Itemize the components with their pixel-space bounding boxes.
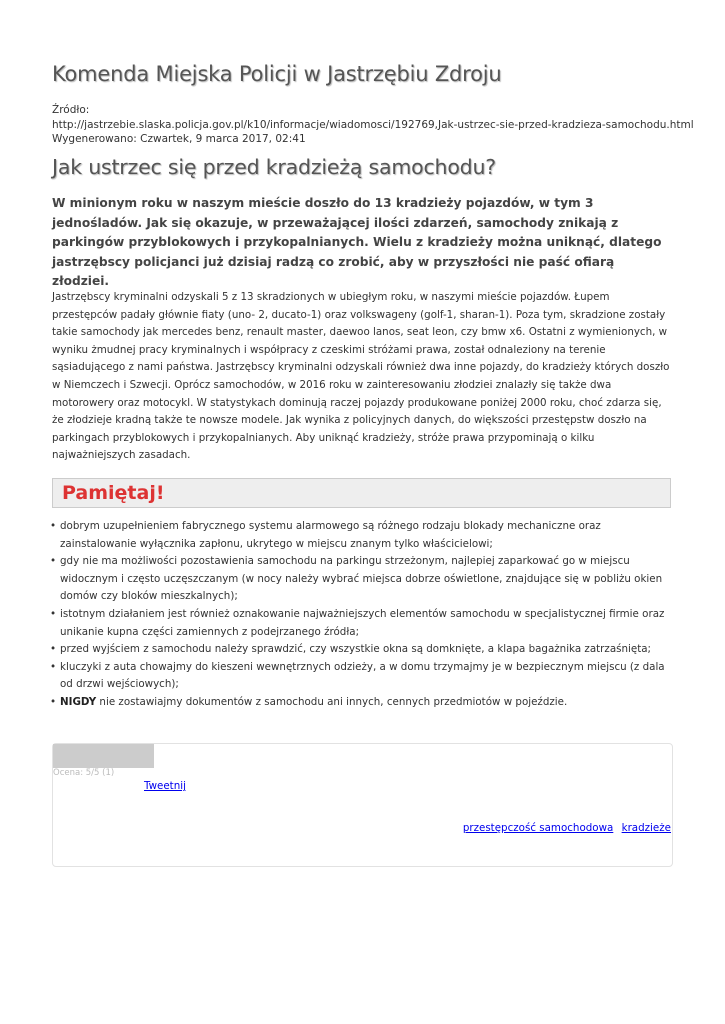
- tags: [458, 822, 671, 834]
- source-label: Źródło:: [52, 104, 90, 116]
- emphasis-never: NIGDY: [60, 695, 97, 708]
- list-item: • dobrym uzupełnieniem fabrycznego systemu alarmowego są różnego rodzaju blokady mechaniczne oraz zainstalowanie wyłącznika zapłonu, ukrytego w miejscu znanym tylko właścicielowi;: [52, 518, 674, 553]
- list-item: • gdy nie ma możliwości pozostawienia samochodu na parkingu strzeżonym, najlepiej zaparkować go w miejscu widocznym i często uczęszczanym (w nocy należy wybrać miejsca dobrze oświetlone, znajdujące się w pobliżu okien domów czy bloków mieszkalnych);: [52, 553, 674, 606]
- list-item-text: nie zostawiajmy dokumentów z samochodu ani innych, cennych przedmiotów w pojeździe.: [96, 695, 568, 708]
- list-item: • przed wyjściem z samochodu należy sprawdzić, czy wszystkie okna są domknięte, a klapa bagażnika zatrzaśnięta;: [52, 641, 674, 659]
- article-lead: W minionym roku w naszym mieście doszło do 13 kradzieży pojazdów, w tym 3 jednośladów. Jak się okazuje, w przeważającej ilości zdarzeń, samochody znikają z parkingów przyblokowych i przykopalnianych. Wielu z kradzieży można uniknąć, dlatego jastrzębscy policjanci już dzisiaj radzą co zrobić, aby w przyszłości nie paść ofiarą złodziei.: [52, 196, 662, 288]
- tag-link[interactable]: przestępczość samochodowa: [462, 822, 614, 834]
- list-item: • istotnym działaniem jest również oznakowanie najważniejszych elementów samochodu w specjalistycznej firmie oraz unikanie kupna części zamiennych z podejrzanego źródła;: [52, 606, 674, 641]
- article-body: Jastrzębscy kryminalni odzyskali 5 z 13 skradzionych w ubiegłym roku, w naszymi mieście pojazdów. Łupem przestępców padały głównie fiaty (uno- 2, ducato-1) oraz volkswageny (golf-1, sharan-1). Poza tym, skradzione zostały takie samochody jak mercedes benz, renault master, daewoo lanos, seat leon, czy bmw x6. Ostatni z wymienionych, w wyniku żmudnej pracy kryminalnych i współpracy z czeskimi stróżami prawa, został odnaleziony na terenie sąsiadującego z nami państwa. Jastrzębscy kryminalni odzyskali również dwa inne pojazdy, do kradzieży których doszło w Niemczech i Szwecji. Oprócz samochodów, w 2016 roku w zainteresowaniu złodziei znalazły się także dwa motorowery oraz motocykl. W statystykach dominują raczej pojazdy produkowane poniżej 2000 roku, choć zdarza się, że złodzieje kradną także te nowsze modele. Jak wynika z policyjnych danych, do większości przestępstw doszło na parkingach przyblokowych i przykopalnianych. Aby uniknąć kradzieży, stróże prawa przypominają o kilku najważniejszych zasadach.: [52, 291, 670, 462]
- rating-text: Ocena: 5/5 (1): [53, 768, 115, 778]
- source-url: http://jastrzebie.slaska.policja.gov.pl/k10/informacje/wiadomosci/192769,Jak-ustrzec-sie-przed-kradzieza-samochodu.html: [52, 118, 694, 131]
- generated-timestamp: Wygenerowano: Czwartek, 9 marca 2017, 02:41: [52, 133, 306, 145]
- remember-title: Pamiętaj!: [62, 482, 165, 504]
- tag-link[interactable]: kradzieże: [621, 822, 671, 834]
- list-item: [52, 694, 674, 712]
- rating-stars[interactable]: [53, 744, 154, 768]
- site-title: Komenda Miejska Policji w Jastrzębiu Zdroju: [52, 62, 502, 86]
- remember-heading-box: [52, 478, 671, 508]
- tips-list: [52, 518, 674, 712]
- article-title: Jak ustrzec się przed kradzieżą samochodu?: [52, 155, 496, 179]
- article-footer: [52, 743, 673, 867]
- source-meta: [52, 103, 694, 147]
- list-item: • kluczyki z auta chowajmy do kieszeni wewnętrznych odzieży, a w domu trzymajmy je w bezpiecznym miejscu (z dala od drzwi wejściowych);: [52, 659, 674, 694]
- tweet-link[interactable]: Tweetnij: [144, 780, 186, 792]
